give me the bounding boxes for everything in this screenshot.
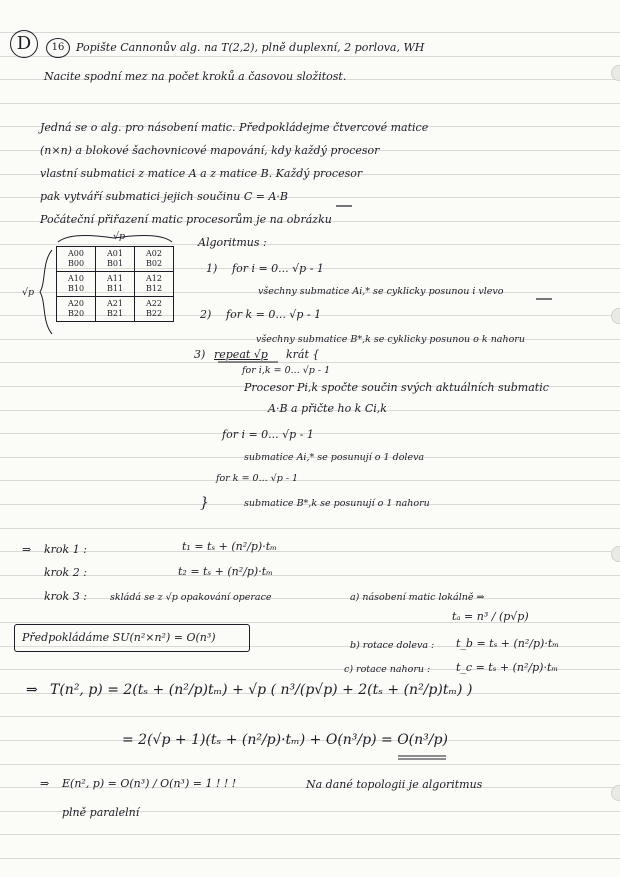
ruled-line: [0, 362, 620, 363]
step3-for-3: for k = 0... √p - 1: [216, 473, 299, 484]
ruled-line: [0, 528, 620, 529]
step-b-label: b) rotace doleva :: [350, 640, 435, 651]
formula-e: E(n², p) = O(n³) / O(n³) = 1 ! ! !: [62, 777, 237, 790]
ruled-line: [0, 480, 620, 481]
ruled-line: [0, 56, 620, 57]
step2-for: for k = 0... √p - 1: [226, 308, 322, 321]
step-a-label: a) násobení matic lokálně ⇒: [350, 592, 485, 603]
step-c-equation: t_c = tₛ + (n²/p)·tₘ: [456, 661, 559, 674]
ruled-line: [0, 858, 620, 859]
formula-arrow-2: ⇒: [40, 777, 50, 790]
question-number: 16: [46, 38, 70, 58]
step3-for-2: for i = 0... √p - 1: [222, 428, 314, 441]
ruled-line: [0, 103, 620, 104]
assumption-text: Předpokládáme SU(n²×n²) = O(n³): [22, 631, 216, 644]
step3-body-4: submatice B*,k se posunují o 1 nahoru: [244, 498, 430, 509]
step3-body-1: Procesor Pi,k spočte součin svých aktuálních submatic: [244, 381, 549, 394]
formula-t-line-2: = 2(√p + 1)(tₛ + (n²/p)·tₘ) + O(n³/p) = O(n³/p): [122, 732, 448, 748]
step3-for: for i,k = 0... √p - 1: [242, 365, 331, 376]
intro-line-4: pak vytváří submatici jejich součinu C = A·B: [40, 190, 288, 203]
algorithm-title: Algoritmus :: [198, 236, 267, 249]
ruled-line: [0, 244, 620, 245]
formula-arrow-1: ⇒: [26, 682, 38, 698]
punch-hole: [611, 785, 620, 801]
step1-for: for i = 0... √p - 1: [232, 262, 324, 275]
intro-line-1: Jedná se o alg. pro násobení matic. Předpokládejme čtvercové matice: [40, 121, 429, 134]
processor-grid: [56, 246, 174, 322]
ruled-line: [0, 32, 620, 33]
punch-hole: [611, 308, 620, 324]
step3-krat: krát {: [286, 348, 320, 361]
step1-body: všechny submatice Ai,* se cyklicky posunou i vlevo: [258, 286, 504, 297]
step3-body-2: A·B a přičte ho k Ci,k: [268, 402, 387, 415]
ruled-line: [0, 551, 620, 552]
krok3-label: krok 3 :: [44, 590, 87, 603]
step3-body-3: submatice Ai,* se posunují o 1 doleva: [244, 452, 425, 463]
step-b-equation: t_b = tₛ + (n²/p)·tₘ: [456, 637, 559, 650]
step3-number: 3): [194, 348, 206, 361]
formula-e-note-2: plně paralelní: [62, 806, 140, 819]
grid-cell: A12 B12: [135, 272, 174, 297]
grid-cell: A10 B10: [57, 272, 96, 297]
krok1-arrow: ⇒: [22, 543, 32, 556]
krok1-label: krok 1 :: [44, 543, 87, 556]
formula-t: T(n², p) = 2(tₛ + (n²/p)tₘ) + √p ( n³/(p√p) + 2(tₛ + (n²/p)tₘ) ): [50, 682, 473, 698]
grid-cell: A11 B11: [96, 272, 135, 297]
step3-repeat: repeat √p: [214, 348, 268, 361]
intro-line-3: vlastní submatici z matice A a z matice B. Každý procesor: [40, 167, 363, 180]
grid-cell: A21 B21: [96, 297, 135, 322]
step2-number: 2): [200, 308, 212, 321]
ruled-line: [0, 598, 620, 599]
page-letter: D: [10, 30, 38, 58]
step2-body: všechny submatice B*,k se cyklicky posunou o k nahoru: [256, 334, 525, 345]
ruled-line: [0, 716, 620, 717]
step-c-label: c) rotace nahoru :: [344, 664, 431, 675]
grid-top-label: √p: [113, 231, 126, 242]
formula-e-note: Na dané topologii je algoritmus: [306, 778, 483, 791]
header-line-2: Nacite spodní mez na počet kroků a časovou složitost.: [44, 70, 347, 83]
krok2-equation: t₂ = tₛ + (n²/p)·tₘ: [178, 565, 273, 578]
step3-close-brace: }: [200, 495, 209, 511]
krok3-text: skládá se z √p opakování operace: [110, 592, 272, 603]
grid-cell: A20 B20: [57, 297, 96, 322]
grid-cell: A22 B22: [135, 297, 174, 322]
krok1-equation: t₁ = tₛ + (n²/p)·tₘ: [182, 540, 277, 553]
grid-side-label: √p: [22, 287, 35, 298]
grid-cell: A02 B02: [135, 247, 174, 272]
ruled-line: [0, 764, 620, 765]
ruled-line: [0, 834, 620, 835]
punch-hole: [611, 65, 620, 81]
grid-cell: A00 B00: [57, 247, 96, 272]
grid-cell: A01 B01: [96, 247, 135, 272]
header-line-1: Popište Cannonův alg. na T(2,2), plně duplexní, 2 porlova, WH: [76, 41, 425, 54]
step-a-equation: tₐ = n³ / (p√p): [452, 610, 529, 623]
ruled-line: [0, 575, 620, 576]
step1-number: 1): [206, 262, 218, 275]
intro-line-5: Počáteční přiřazení matic procesorům je na obrázku: [40, 213, 332, 226]
krok2-label: krok 2 :: [44, 566, 87, 579]
intro-line-2: (n×n) a blokové šachovnicové mapování, kdy každý procesor: [40, 144, 380, 157]
punch-hole: [611, 546, 620, 562]
